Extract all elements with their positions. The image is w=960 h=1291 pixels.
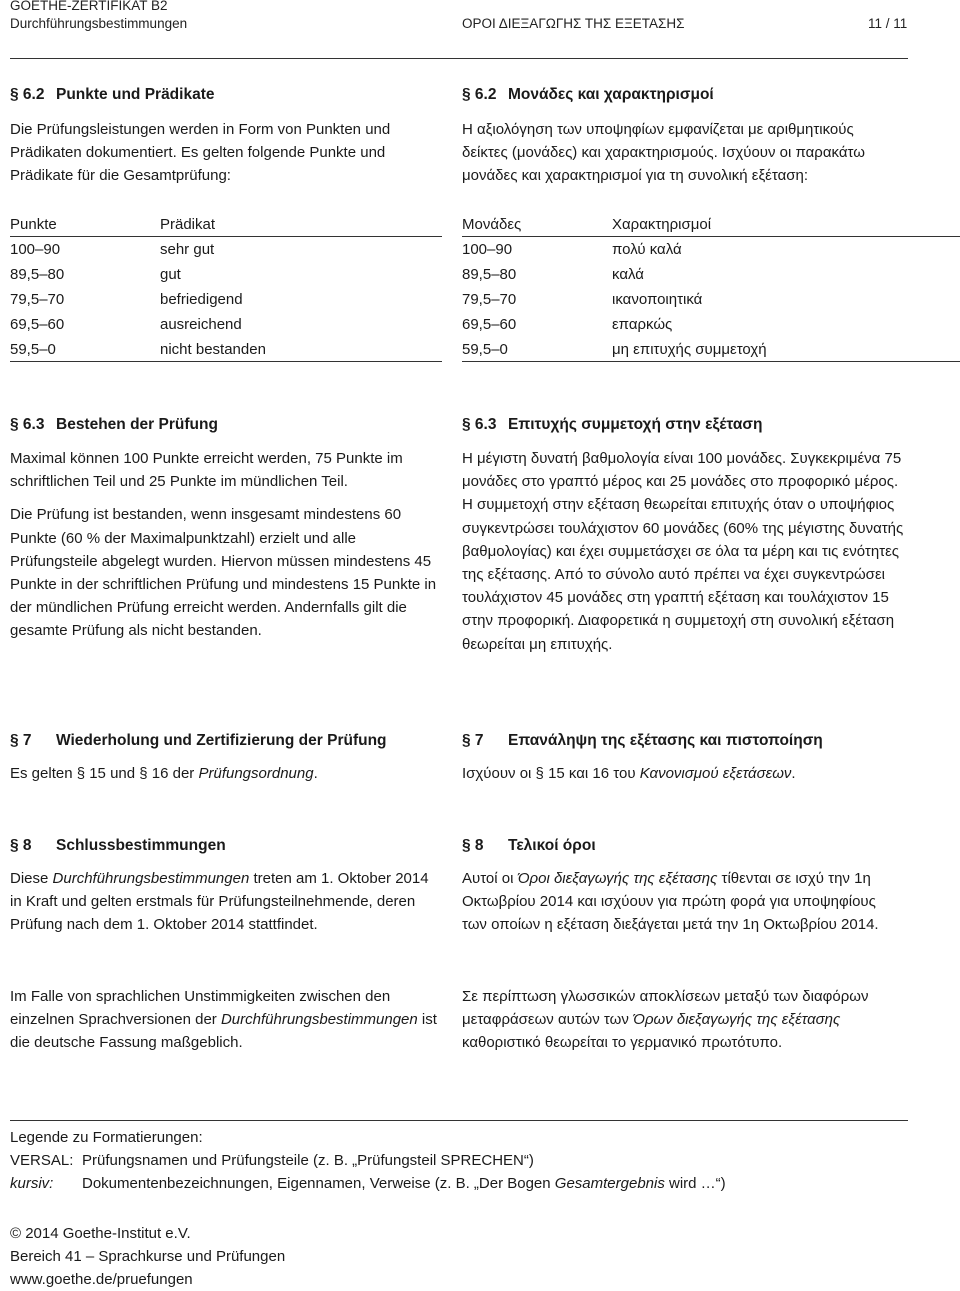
section-title: Μονάδες και χαρακτηρισμοί — [508, 86, 714, 103]
text: τίθενται σε ισχύ την 1η Οκτωβρίου 2014 και ισχύουν για πρώτη φορά για υποψηφίους των οποίων η εξέταση διεξάγεται μετά την 1η Οκτωβρίου 2014. — [462, 870, 879, 934]
italic-reference: Κανονισμού εξετάσεων — [639, 765, 792, 782]
page-number: 11 / 11 — [868, 16, 908, 31]
legend-rule — [10, 1120, 908, 1121]
grades-table-el — [462, 212, 960, 362]
section-6-2-heading-el — [462, 86, 714, 104]
paragraph: Die Prüfung ist bestanden, wenn insgesamt mindestens 60 Punkte (60 % der Maximalpunktzahl) erzielt und alle Prüfungsteile abgelegt wurden. Hiervon müssen mindestens 45 Punkte in der schriftlichen Prüfung und mindestens 15 Punkte in der mündlichen Prüfung erreicht werden. Andernfalls gilt die gesamte Prüfung als nicht bestanden. — [10, 506, 437, 640]
column-header-grade: Prädikat — [160, 216, 216, 233]
section-8-heading-de — [10, 837, 226, 855]
text: treten am 1. Oktober 2014 in Kraft und gelten erstmals für Prüfungsteilnehmende, deren Prüfung nach dem 1. Oktober 2014 stattfindet. — [10, 870, 429, 934]
section-6-2-intro-el: Η αξιολόγηση των υποψηφίων εμφανίζεται με αριθμητικούς δείκτες (μονάδες) και χαρακτηρισμούς. Ισχύουν οι παρακάτω μονάδες και χαρακτηρισμοί για τη συνολική εξέταση: — [462, 121, 865, 185]
table-row — [462, 237, 960, 262]
text: Ισχύουν οι § 15 και 16 του — [462, 765, 640, 782]
grades-table-de — [10, 212, 442, 362]
table-header — [462, 212, 960, 237]
text: καθοριστικό θεωρείται το γερμανικό πρωτότυπο. — [462, 1034, 783, 1052]
section-8-paragraph-2-de — [10, 985, 440, 1055]
table-row — [462, 337, 960, 362]
text: wird …“) — [664, 1175, 726, 1192]
section-8-paragraph-2-el — [462, 985, 872, 1055]
table-row — [10, 337, 442, 362]
section-title: Schlussbestimmungen — [56, 837, 226, 854]
italic-reference: Durchführungsbestimmungen — [220, 1011, 418, 1029]
text: Diese — [10, 870, 53, 887]
text: Dokumentenbezeichnungen, Eigennamen, Verweise (z. B. „Der Bogen — [82, 1175, 555, 1192]
section-title: Επιτυχής συμμετοχή στην εξέταση — [508, 416, 763, 433]
text: Αυτοί οι — [462, 870, 518, 887]
table-rule — [10, 361, 442, 362]
text: . — [791, 765, 796, 782]
table-row — [10, 312, 442, 337]
points-cell: 100–90 — [462, 241, 513, 258]
section-8-paragraph-1-el — [462, 867, 887, 937]
italic-reference: Durchführungsbestimmungen — [52, 870, 250, 887]
section-6-3-body-el — [462, 447, 907, 666]
department: Bereich 41 – Sprachkurse und Prüfungen — [10, 1248, 286, 1265]
legend-value — [82, 1172, 726, 1195]
table-row — [462, 262, 960, 287]
table-row — [10, 287, 442, 312]
points-cell: 79,5–70 — [462, 291, 517, 308]
text: Σε περίπτωση γλωσσικών αποκλίσεων μεταξύ των διαφόρων μεταφράσεων αυτών των — [462, 988, 869, 1029]
points-cell: 100–90 — [10, 241, 61, 258]
table-rule — [462, 361, 960, 362]
paragraph: Η συμμετοχή στην εξέταση θεωρείται επιτυχής όταν ο υποψήφιος συγκεντρώσει τουλάχιστον 60 μονάδες (60% της μέγιστης δυνατής βαθμολογίας) και έχει συμμετάσχει σε όλα τα μέρη και τις ενότητες της εξέτασης. Από το σύνολο αυτό πρέπει να έχει συγκεντρώσει τουλάχιστον 45 μονάδες στη γραπτή εξέταση και τουλάχιστον 15 στην προφορική. Διαφορετικά η συμμετοχή στη συνολική εξέταση θεωρείται μη επιτυχής. — [462, 496, 904, 653]
paragraph: Η μέγιστη δυνατή βαθμολογία είναι 100 μονάδες. Συγκεκριμένα 75 μονάδες στο γραπτό μέρος και 25 μονάδες στο προφορικό μέρος. — [462, 450, 902, 491]
section-6-3-heading-de — [10, 416, 218, 434]
legend-title: Legende zu Formatierungen: — [10, 1129, 203, 1146]
section-6-3-heading-el — [462, 416, 763, 434]
section-title: Bestehen der Prüfung — [56, 416, 218, 433]
section-6-3-body-de — [10, 447, 438, 653]
grade-cell: επαρκώς — [612, 316, 673, 333]
grade-cell: καλά — [612, 266, 644, 283]
document-title-de: Durchführungsbestimmungen — [10, 16, 188, 31]
section-7-heading-el — [462, 732, 823, 750]
section-number: § 8 — [10, 837, 32, 854]
section-title: Wiederholung und Zertifizierung der Prüfung — [56, 732, 387, 749]
table-header — [10, 212, 442, 237]
points-cell: 59,5–0 — [462, 341, 508, 358]
grade-cell: gut — [160, 266, 181, 283]
section-number: § 6.3 — [10, 416, 45, 433]
section-6-2-intro-de: Die Prüfungsleistungen werden in Form von Punkten und Prädikaten dokumentiert. Es gelten folgende Punkte und Prädikate für die Gesamtprüfung: — [10, 121, 391, 185]
points-cell: 79,5–70 — [10, 291, 65, 308]
italic-reference: Όρων διεξαγωγής της εξέτασης — [633, 1011, 841, 1029]
legend-row — [10, 1149, 910, 1172]
table-row — [10, 262, 442, 287]
points-cell: 69,5–60 — [10, 316, 65, 333]
legend-key: VERSAL: — [10, 1152, 74, 1169]
section-number: § 6.3 — [462, 416, 497, 433]
grade-cell: πολύ καλά — [612, 241, 682, 258]
grade-cell: befriedigend — [160, 291, 243, 308]
table-row — [462, 287, 960, 312]
text: . — [313, 765, 318, 782]
table-row — [462, 312, 960, 337]
section-title: Punkte und Prädikate — [56, 86, 215, 103]
column-header-points: Μονάδες — [462, 216, 522, 233]
points-cell: 69,5–60 — [462, 316, 517, 333]
italic-reference: Όροι διεξαγωγής της εξέτασης — [517, 870, 718, 887]
points-cell: 59,5–0 — [10, 341, 56, 358]
italic-reference: Prüfungsordnung — [198, 765, 314, 782]
section-title: Τελικοί όροι — [508, 837, 596, 854]
paragraph: Maximal können 100 Punkte erreicht werden, 75 Punkte im schriftlichen Teil und 25 Punkte im mündlichen Teil. — [10, 450, 403, 491]
section-7-heading-de — [10, 732, 387, 750]
text: Im Falle von sprachlichen Unstimmigkeiten zwischen den einzelnen Sprachversionen der — [10, 988, 391, 1029]
grade-cell: μη επιτυχής συμμετοχή — [612, 341, 767, 358]
points-cell: 89,5–80 — [10, 266, 65, 283]
section-number: § 6.2 — [10, 86, 45, 103]
table-row — [10, 237, 442, 262]
section-number: § 7 — [462, 732, 484, 749]
section-6-2-heading-de — [10, 86, 214, 104]
section-number: § 8 — [462, 837, 484, 854]
text: Es gelten § 15 und § 16 der — [10, 765, 199, 782]
section-7-body-el — [462, 762, 907, 785]
section-title: Επανάληψη της εξέτασης και πιστοποίηση — [508, 732, 823, 749]
column-header-grade: Χαρακτηρισμοί — [612, 216, 712, 233]
legend-value: Prüfungsnamen und Prüfungsteile (z. B. „Prüfungsteil SPRECHEN“) — [82, 1152, 534, 1169]
legend-row — [10, 1172, 910, 1195]
formatting-legend — [10, 1126, 910, 1195]
section-number: § 6.2 — [462, 86, 497, 103]
footer — [10, 1222, 285, 1291]
grade-cell: sehr gut — [160, 241, 215, 258]
grade-cell: nicht bestanden — [160, 341, 266, 358]
header-rule — [10, 58, 908, 59]
document-title-el: ΟΡΟΙ ΔΙΕΞΑΓΩΓΗΣ ΤΗΣ ΕΞΕΤΑΣΗΣ — [462, 16, 685, 31]
section-7-body-de — [10, 762, 438, 785]
legend-key: kursiv: — [10, 1175, 54, 1192]
section-8-heading-el — [462, 837, 596, 855]
website-link[interactable]: www.goethe.de/pruefungen — [10, 1271, 193, 1288]
points-cell: 89,5–80 — [462, 266, 517, 283]
italic-reference: Gesamtergebnis — [554, 1175, 665, 1192]
certificate-title: GOETHE-ZERTIFIKAT B2 — [10, 0, 168, 13]
copyright: © 2014 Goethe-Institut e.V. — [10, 1225, 191, 1242]
grade-cell: ausreichend — [160, 316, 242, 333]
column-header-points: Punkte — [10, 216, 57, 233]
section-number: § 7 — [10, 732, 32, 749]
section-8-paragraph-1-de — [10, 867, 435, 937]
text: ist die deutsche Fassung maßgeblich. — [10, 1011, 437, 1052]
grade-cell: ικανοποιητικά — [612, 291, 703, 308]
